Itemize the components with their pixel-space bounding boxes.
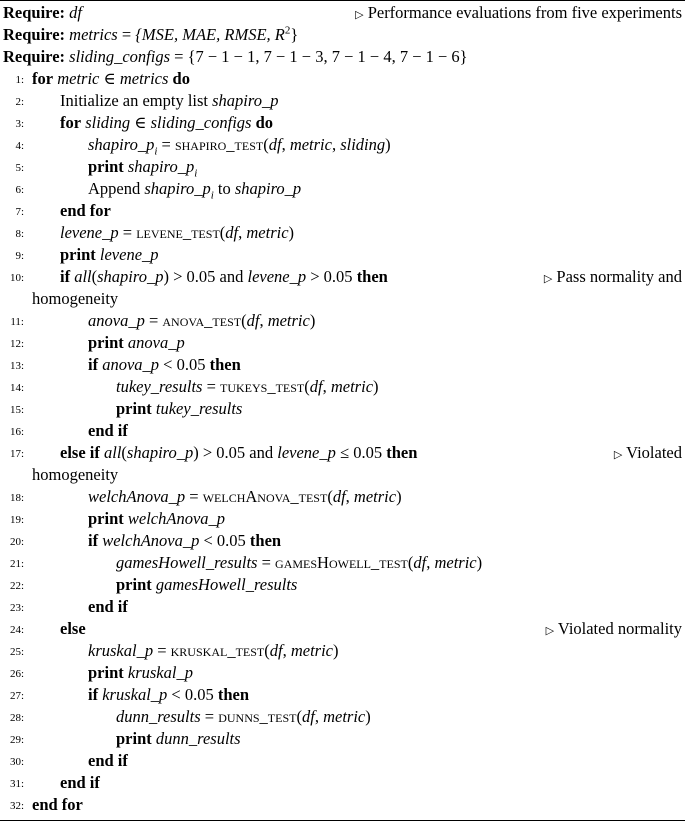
argument: metric	[290, 641, 333, 660]
subscript: i	[154, 145, 158, 158]
paren: )	[163, 267, 169, 286]
algo-line-28	[0, 706, 685, 728]
algo-line-5	[0, 156, 685, 178]
comma: ,	[426, 553, 435, 572]
variable: shapiro_p	[126, 443, 194, 462]
variable: anova_p	[88, 311, 145, 330]
require-sliding-eq: =	[170, 47, 188, 66]
require-keyword: Require:	[3, 47, 66, 66]
line-number: 21:	[9, 558, 24, 570]
operator: =	[157, 135, 175, 154]
paren: (	[121, 443, 127, 462]
algo-line-6	[0, 178, 685, 200]
line-number: 20:	[9, 536, 24, 548]
keyword: then	[217, 685, 250, 704]
variable: welchAnova_p	[102, 531, 200, 550]
keyword: if	[88, 531, 99, 550]
keyword: else	[60, 619, 86, 638]
subscript: i	[194, 167, 198, 180]
function-name: welchAnova_test	[202, 487, 328, 506]
require-metrics-var: metrics	[69, 25, 118, 44]
algo-line-18	[0, 486, 685, 508]
condition-text: > 0.05 and	[198, 443, 278, 462]
keyword: print	[116, 729, 152, 748]
line-number: 5:	[15, 162, 24, 174]
argument: metric	[353, 487, 397, 506]
paren: (	[263, 135, 269, 154]
variable: metric	[57, 69, 100, 88]
line-number: 8:	[15, 228, 24, 240]
algo-line-25	[0, 640, 685, 662]
line-number: 22:	[9, 580, 24, 592]
keyword: if	[88, 685, 99, 704]
require-sliding-var: sliding_configs	[69, 47, 170, 66]
paren: (	[407, 553, 414, 572]
paren: )	[365, 707, 371, 726]
line-number: 6:	[15, 184, 24, 196]
operator: ∈	[130, 113, 151, 132]
operator: =	[185, 487, 203, 506]
line-number: 25:	[9, 646, 24, 658]
require-metrics-set: {MSE, MAE, RMSE, R	[135, 25, 285, 44]
line-number: 1:	[15, 74, 24, 86]
condition-text: < 0.05	[199, 531, 250, 550]
variable: metrics	[119, 69, 169, 88]
algo-line-8	[0, 222, 685, 244]
variable: tukey_results	[155, 399, 243, 418]
keyword: end for	[32, 795, 83, 814]
keyword: end if	[60, 773, 100, 792]
variable: shapiro_p	[234, 179, 302, 198]
line-number: 19:	[9, 514, 24, 526]
require-sliding-configs	[0, 46, 685, 68]
function-name: kruskal_test	[170, 641, 265, 660]
line-number: 12:	[9, 338, 24, 350]
line-number: 3:	[15, 118, 24, 130]
line-number: 16:	[9, 426, 24, 438]
function-name: dunns_test	[218, 707, 297, 726]
algo-line-1	[0, 68, 685, 90]
argument: df	[332, 487, 346, 506]
condition-text: > 0.05 and	[168, 267, 248, 286]
keyword: for	[60, 113, 82, 132]
line-number: 11:	[10, 316, 24, 328]
comma: ,	[345, 487, 354, 506]
argument: metric	[330, 377, 374, 396]
comma: ,	[281, 135, 290, 154]
comment-triangle-icon: ▷	[613, 449, 623, 461]
keyword: print	[88, 509, 124, 528]
variable: sliding	[85, 113, 131, 132]
line-number: 31:	[9, 778, 24, 790]
operator: =	[153, 641, 171, 660]
comment-text: Violated normality	[557, 619, 682, 638]
line-number: 10:	[9, 272, 24, 284]
argument: sliding	[340, 135, 386, 154]
variable: shapiro_p	[127, 157, 195, 176]
function-name: tukeys_test	[220, 377, 305, 396]
algo-line-23	[0, 596, 685, 618]
variable: welchAnova_p	[127, 509, 226, 528]
argument: df	[246, 311, 260, 330]
algo-line-21	[0, 552, 685, 574]
line-number: 13:	[9, 360, 24, 372]
keyword: else if	[60, 443, 100, 462]
variable: kruskal_p	[127, 663, 193, 682]
variable: dunn_results	[155, 729, 241, 748]
line-number: 32:	[9, 800, 24, 812]
variable: tukey_results	[116, 377, 203, 396]
keyword: then	[356, 267, 388, 286]
operator: ∈	[99, 69, 120, 88]
keyword: if	[60, 267, 71, 286]
statement-text: to	[213, 179, 235, 198]
paren: (	[296, 707, 302, 726]
paren: )	[193, 443, 199, 462]
function-name: anova_test	[162, 311, 242, 330]
line-number: 30:	[9, 756, 24, 768]
argument: df	[309, 377, 323, 396]
keyword: do	[255, 113, 274, 132]
keyword: print	[116, 399, 152, 418]
variable: levene_p	[60, 223, 119, 242]
comment-text: Violated	[626, 443, 682, 462]
paren: )	[332, 641, 339, 660]
algo-line-16	[0, 420, 685, 442]
paren: (	[241, 311, 247, 330]
keyword: then	[386, 443, 418, 462]
variable: gamesHowell_results	[116, 553, 258, 572]
algo-line-17	[0, 442, 685, 464]
keyword: then	[249, 531, 282, 550]
require-keyword: Require:	[3, 3, 66, 22]
condition-text: < 0.05	[167, 685, 218, 704]
require-df-var: df	[69, 3, 82, 22]
variable: kruskal_p	[88, 641, 154, 660]
comma: ,	[259, 311, 268, 330]
line-number: 14:	[9, 382, 24, 394]
keyword: do	[172, 69, 190, 88]
comment-text: Pass normality and	[556, 267, 682, 286]
keyword: end for	[60, 201, 111, 220]
comment-triangle-icon: ▷	[545, 625, 555, 637]
condition-text: > 0.05	[306, 267, 357, 286]
algo-line-10-wrap	[0, 288, 685, 310]
algo-line-12	[0, 332, 685, 354]
variable: kruskal_p	[102, 685, 168, 704]
paren: (	[91, 267, 98, 286]
algo-line-9	[0, 244, 685, 266]
function-name: levene_test	[136, 223, 220, 242]
line-number: 17:	[9, 448, 24, 460]
argument: metric	[267, 311, 310, 330]
algo-line-31	[0, 772, 685, 794]
require-sliding-set: {7 − 1 − 1, 7 − 1 − 3, 7 − 1 − 4, 7 − 1 − 6}	[187, 47, 468, 66]
algo-line-27	[0, 684, 685, 706]
algo-line-26	[0, 662, 685, 684]
argument: df	[225, 223, 239, 242]
keyword: print	[60, 245, 96, 264]
algo-line-14	[0, 376, 685, 398]
statement-text: Append	[88, 179, 145, 198]
function-call: all	[74, 267, 92, 286]
keyword: end if	[88, 597, 128, 616]
condition-text: ≤ 0.05	[335, 443, 387, 462]
paren: )	[309, 311, 316, 330]
keyword: print	[88, 663, 124, 682]
bottom-rule	[0, 820, 685, 821]
keyword: for	[32, 69, 54, 88]
argument: metric	[289, 135, 332, 154]
argument: df	[301, 707, 315, 726]
variable: shapiro_p	[212, 91, 279, 110]
line-number: 27:	[9, 690, 24, 702]
line-number: 29:	[9, 734, 24, 746]
statement-text: Initialize an empty list	[60, 91, 213, 110]
line-number: 15:	[9, 404, 24, 416]
line-number: 7:	[15, 206, 24, 218]
algo-line-10	[0, 266, 685, 288]
comment-text: homogeneity	[32, 465, 119, 484]
algo-line-29	[0, 728, 685, 750]
variable: shapiro_p	[97, 267, 164, 286]
comment-triangle-icon: ▷	[543, 273, 553, 285]
algo-line-11	[0, 310, 685, 332]
algo-line-4	[0, 134, 685, 156]
line-number: 18:	[9, 492, 24, 504]
condition-text: < 0.05	[159, 355, 210, 374]
function-name: gamesHowell_test	[275, 553, 408, 572]
line-number: 26:	[9, 668, 24, 680]
operator: =	[202, 377, 221, 396]
function-call: all	[103, 443, 122, 462]
variable: sliding_configs	[150, 113, 252, 132]
keyword: print	[116, 575, 152, 594]
variable: shapiro_p	[144, 179, 211, 198]
algo-line-24	[0, 618, 685, 640]
require-df	[0, 2, 685, 24]
keyword: print	[88, 333, 124, 352]
require-keyword: Require:	[3, 25, 66, 44]
require-metrics-sup: 2	[284, 24, 291, 37]
variable: levene_p	[247, 267, 307, 286]
paren: )	[396, 487, 402, 506]
operator: =	[144, 311, 163, 330]
argument: df	[413, 553, 427, 572]
line-number: 9:	[15, 250, 24, 262]
variable: anova_p	[102, 355, 160, 374]
comment-triangle-icon: ▷	[355, 9, 364, 21]
require-metrics-eq: =	[117, 25, 136, 44]
comma: ,	[238, 223, 247, 242]
keyword: end if	[88, 421, 128, 440]
comma: ,	[282, 641, 291, 660]
algo-line-13	[0, 354, 685, 376]
algo-line-17-wrap	[0, 464, 685, 486]
argument: df	[269, 641, 283, 660]
paren: )	[385, 135, 391, 154]
argument: metric	[246, 223, 289, 242]
require-metrics-close: }	[290, 25, 299, 44]
algo-line-3	[0, 112, 685, 134]
comma: ,	[314, 707, 324, 726]
argument: metric	[434, 553, 477, 572]
require-metrics	[0, 24, 685, 46]
operator: =	[118, 223, 137, 242]
line-number: 24:	[9, 624, 24, 636]
line-number: 23:	[9, 602, 24, 614]
line-number: 28:	[9, 712, 24, 724]
paren: (	[219, 223, 226, 242]
argument: df	[268, 135, 282, 154]
paren: )	[373, 377, 379, 396]
algo-line-30	[0, 750, 685, 772]
variable: dunn_results	[116, 707, 201, 726]
comment-text: homogeneity	[32, 289, 119, 308]
operator: =	[257, 553, 276, 572]
variable: shapiro_p	[88, 135, 155, 154]
operator: =	[200, 707, 219, 726]
algo-line-19	[0, 508, 685, 530]
variable: gamesHowell_results	[155, 575, 298, 594]
algo-line-20	[0, 530, 685, 552]
paren: (	[264, 641, 270, 660]
require-df-comment: Performance evaluations from five experiments	[367, 3, 682, 22]
paren: (	[304, 377, 310, 396]
keyword: then	[209, 355, 241, 374]
paren: )	[288, 223, 295, 242]
keyword: end if	[88, 751, 128, 770]
algo-line-22	[0, 574, 685, 596]
paren: )	[476, 553, 483, 572]
line-number: 4:	[15, 140, 24, 152]
keyword: print	[88, 157, 124, 176]
algo-line-15	[0, 398, 685, 420]
keyword: if	[88, 355, 99, 374]
variable: anova_p	[127, 333, 185, 352]
algo-line-32	[0, 794, 685, 816]
comma: ,	[331, 135, 341, 154]
comma: ,	[322, 377, 331, 396]
function-name: shapiro_test	[174, 135, 264, 154]
subscript: i	[210, 189, 214, 202]
algo-line-2	[0, 90, 685, 112]
variable: levene_p	[99, 245, 159, 264]
algo-line-7	[0, 200, 685, 222]
argument: metric	[323, 707, 366, 726]
variable: welchAnova_p	[88, 487, 186, 506]
variable: levene_p	[277, 443, 336, 462]
paren: (	[327, 487, 333, 506]
line-number: 2:	[15, 96, 24, 108]
